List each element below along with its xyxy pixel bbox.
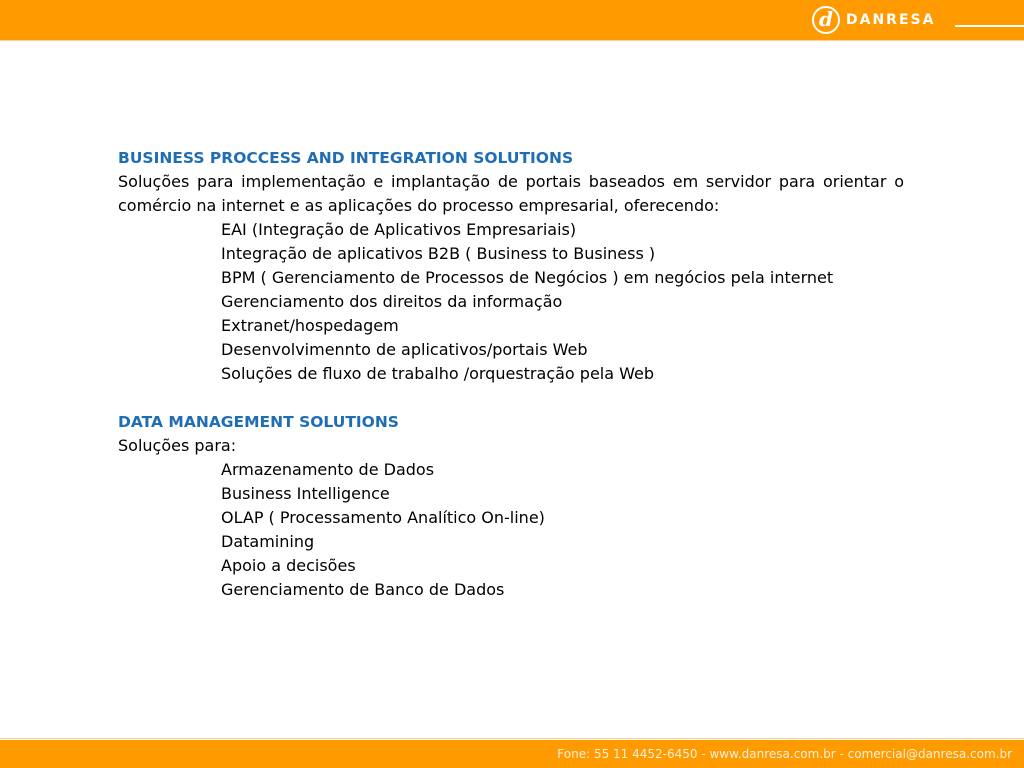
list-item: Extranet/hospedagem: [221, 316, 399, 335]
logo-underline: [955, 25, 1024, 27]
list-item: OLAP ( Processamento Analítico On-line): [221, 508, 545, 527]
data-management-list: [118, 458, 904, 602]
danresa-logo: [812, 3, 935, 37]
list-item: Gerenciamento de Banco de Dados: [221, 580, 505, 599]
list-item: Business Intelligence: [221, 484, 390, 503]
list-item: Datamining: [221, 532, 315, 551]
section-title-business-process: BUSINESS PROCCESS AND INTEGRATION SOLUTIONS: [118, 149, 574, 167]
footer-contact: Fone: 55 11 4452-6450 - www.danresa.com.br - comercial@danresa.com.br: [557, 747, 1012, 761]
list-item: Desenvolvimennto de aplicativos/portais Web: [221, 340, 588, 359]
section-title-data-management: DATA MANAGEMENT SOLUTIONS: [118, 413, 399, 431]
list-item: EAI (Integração de Aplicativos Empresariais): [221, 220, 577, 239]
business-process-list: [118, 218, 904, 386]
footer-divider: [0, 738, 1024, 739]
section-spacer: [118, 386, 904, 410]
section-intro-business-process: Soluções para implementação e implantação de portais baseados em servidor para orientar o comércio na internet e as aplicações do processo empresarial, oferecendo:: [118, 172, 904, 215]
slide-content: [118, 146, 904, 602]
logo-wordmark: DANRESA: [846, 12, 936, 28]
list-item: Gerenciamento dos direitos da informação: [221, 292, 563, 311]
list-item: Integração de aplicativos B2B ( Business to Business ): [221, 244, 656, 263]
list-item: BPM ( Gerenciamento de Processos de Negócios ) em negócios pela internet: [221, 268, 834, 287]
section-intro-data-management: Soluções para:: [118, 436, 237, 455]
logo-d-icon: d: [812, 6, 840, 34]
list-item: Armazenamento de Dados: [221, 460, 435, 479]
header-divider: [0, 40, 1024, 41]
list-item: Apoio a decisões: [221, 556, 356, 575]
list-item: Soluções de fluxo de trabalho /orquestração pela Web: [221, 364, 655, 383]
